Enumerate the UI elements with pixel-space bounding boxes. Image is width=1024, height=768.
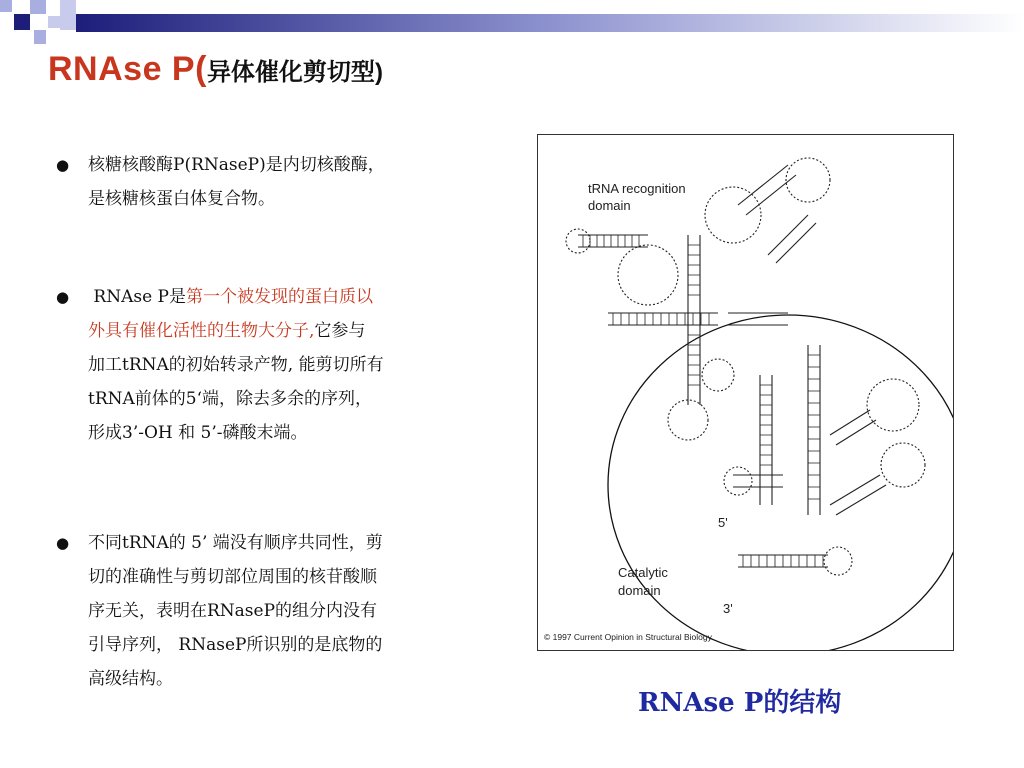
figure-caption: RNAse P的结构 xyxy=(638,688,842,718)
figure-label-5-prime: 5' xyxy=(718,515,728,530)
bullet-2-line-5: 形成3’-OH 和 5’-磷酸末端。 xyxy=(88,423,308,443)
bullet-2-highlight-1: 第一个被发现的蛋白质以 xyxy=(186,287,373,307)
bullet-3-line-4: 引导序列， RNaseP所识别的是底物的 xyxy=(88,635,383,655)
page-title xyxy=(48,50,383,89)
bullet-3-line-2: 切的准确性与剪切部位周围的核苷酸顺 xyxy=(88,567,377,587)
rna-secondary-structure-diagram xyxy=(538,135,953,650)
title-sub: 异体催化剪切型 xyxy=(206,58,375,86)
figure-label-3-prime: 3' xyxy=(723,601,733,616)
bullet-3 xyxy=(56,526,528,696)
bullet-2-pre: RNAse P是 xyxy=(93,287,186,307)
bullet-2-post: 它参与 xyxy=(314,321,366,341)
bullet-1-line-1: 核糖核酸酶P(RNaseP)是内切核酸酶， xyxy=(88,155,385,175)
bullet-2-line-3: 加工tRNA的初始转录产物, 能剪切所有 xyxy=(88,355,384,375)
figure-label-catalytic-2: domain xyxy=(618,583,661,598)
rnase-p-structure-figure xyxy=(537,134,954,651)
title-close: ) xyxy=(374,59,383,86)
figure-copyright: © 1997 Current Opinion in Structural Biology xyxy=(544,632,712,642)
bullet-3-line-5: 高级结构。 xyxy=(88,669,173,689)
bullet-3-line-1: 不同tRNA的 5’ 端没有顺序共同性，剪 xyxy=(88,533,383,553)
bullet-2-line-1 xyxy=(88,280,528,314)
bullet-dot-icon: ● xyxy=(56,534,70,552)
bullet-1-line-2: 是核糖核蛋白体复合物。 xyxy=(88,189,275,209)
catalytic-domain-outline xyxy=(608,315,953,650)
bullet-2-line-2 xyxy=(88,314,528,348)
figure-label-trna: tRNA recognition xyxy=(588,181,686,196)
bullet-dot-icon: ● xyxy=(56,156,70,174)
bullet-3-line-3: 序无关，表明在RNaseP的组分内没有 xyxy=(88,601,378,621)
figure-label-catalytic: Catalytic xyxy=(618,565,668,580)
bullet-2-highlight-2: 外具有催化活性的生物大分子, xyxy=(88,321,315,341)
bullet-1 xyxy=(56,148,528,216)
bullet-dot-icon: ● xyxy=(56,288,70,306)
bullet-2-line-4: tRNA前体的5‘端，除去多余的序列， xyxy=(88,389,373,409)
title-main: RNAse P( xyxy=(48,50,207,88)
figure-label-trna-2: domain xyxy=(588,198,631,213)
bullet-2 xyxy=(56,280,528,450)
